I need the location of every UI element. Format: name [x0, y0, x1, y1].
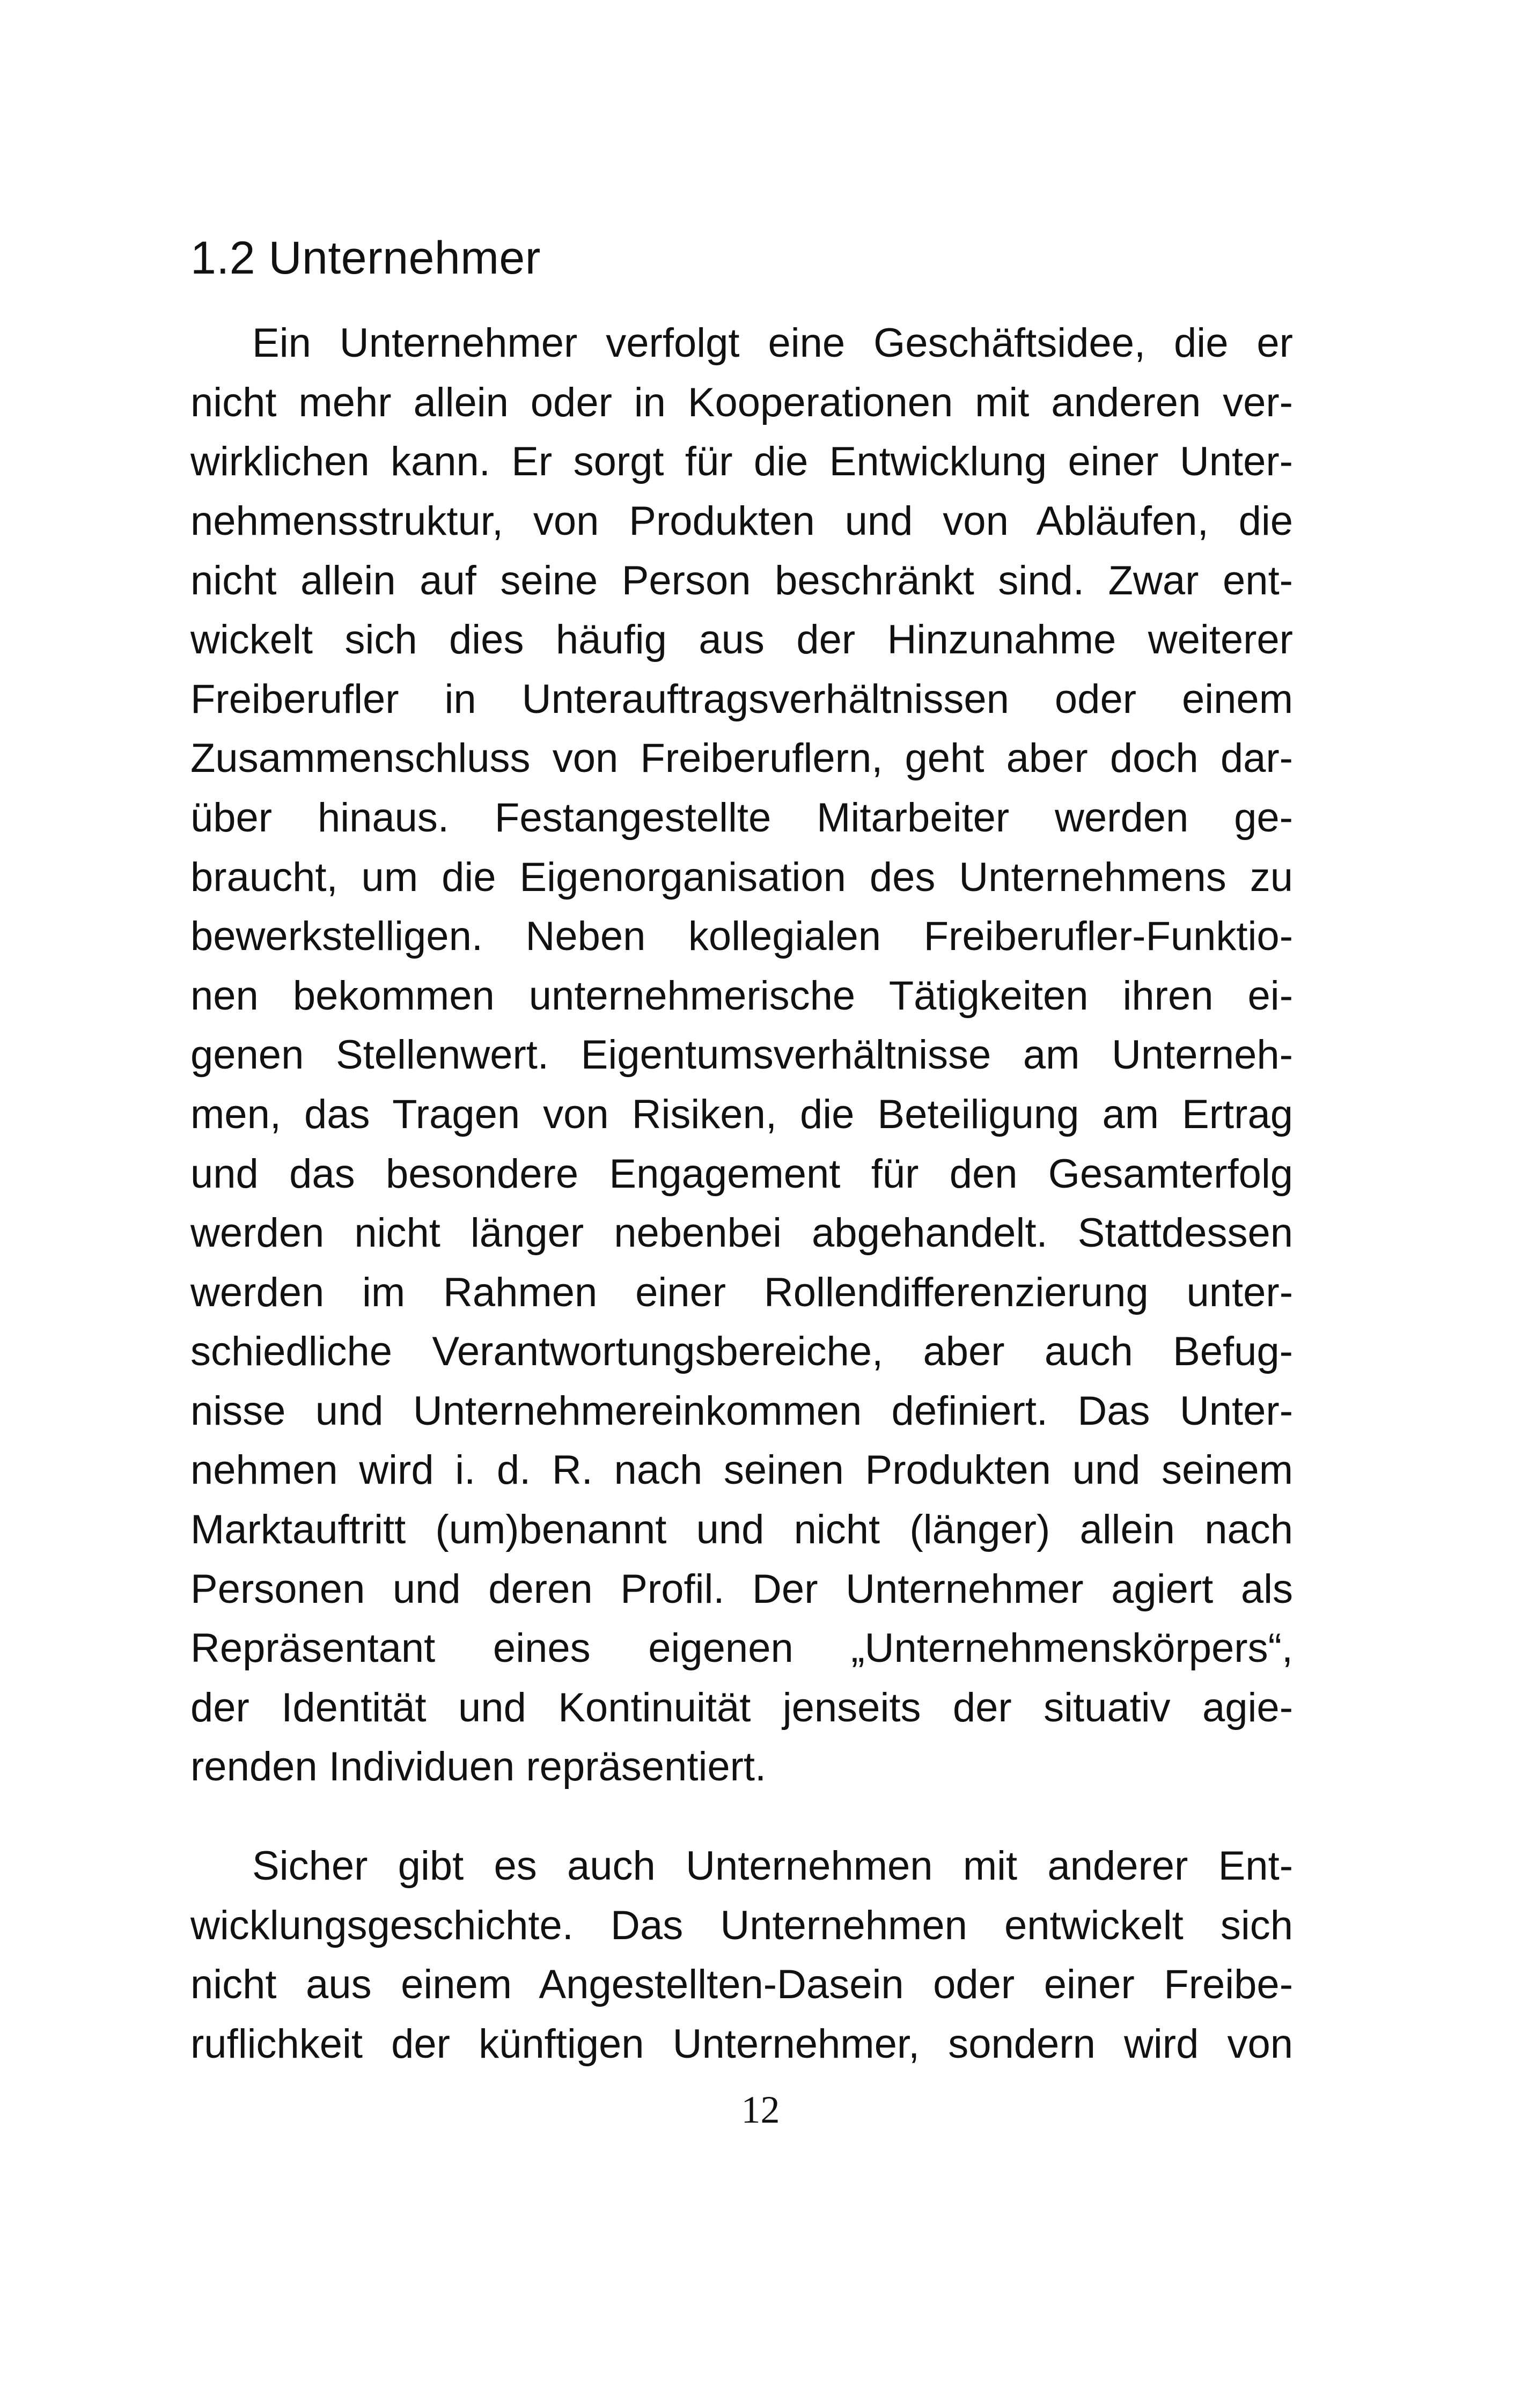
- text-line: Repräsentant eines eigenen „Unternehmenskörpers“,: [190, 1625, 1293, 1671]
- text-line: schiedliche Verantwortungsbereiche, aber auch Befug-: [190, 1329, 1293, 1375]
- text-line: wicklungsgeschichte. Das Unternehmen entwickelt sich: [190, 1902, 1293, 1948]
- text-line: und das besondere Engagement für den Gesamterfolg: [190, 1151, 1293, 1197]
- paragraph-1: [190, 314, 1293, 1797]
- text-line: über hinaus. Festangestellte Mitarbeiter werden ge-: [190, 794, 1293, 841]
- text-line: men, das Tragen von Risiken, die Beteiligung am Ertrag: [190, 1091, 1293, 1137]
- text-line: braucht, um die Eigenorganisation des Unternehmens zu: [190, 854, 1293, 900]
- text-line: nehmen wird i. d. R. nach seinen Produkten und seinem: [190, 1447, 1293, 1493]
- text-line: nicht mehr allein oder in Kooperationen mit anderen ver-: [190, 379, 1293, 425]
- text-line: nicht aus einem Angestellten-Dasein oder einer Freibe-: [190, 1962, 1293, 2008]
- text-line: nehmensstruktur, von Produkten und von Abläufen, die: [190, 498, 1293, 544]
- text-line: Zusammenschluss von Freiberuflern, geht aber doch dar-: [190, 735, 1293, 782]
- text-line: Personen und deren Profil. Der Unternehmer agiert als: [190, 1566, 1293, 1612]
- text-line: werden nicht länger nebenbei abgehandelt. Stattdessen: [190, 1210, 1293, 1256]
- section-heading: 1.2 Unternehmer: [190, 232, 541, 284]
- text-line: nisse und Unternehmereinkommen definiert. Das Unter-: [190, 1388, 1293, 1434]
- page-body: [190, 231, 1293, 2074]
- text-line: nicht allein auf seine Person beschränkt sind. Zwar ent-: [190, 557, 1293, 603]
- text-line: genen Stellenwert. Eigentumsverhältnisse am Unterneh-: [190, 1032, 1293, 1078]
- paragraph-2: [190, 1837, 1293, 2074]
- text-line: Marktauftritt (um)benannt und nicht (länger) allein nach: [190, 1507, 1293, 1553]
- text-line: Freiberufler in Unterauftragsverhältnissen oder einem: [190, 676, 1293, 722]
- text-line: bewerkstelligen. Neben kollegialen Freiberufler-Funktio-: [190, 914, 1293, 960]
- text-line: der Identität und Kontinuität jenseits der situativ agie-: [190, 1684, 1293, 1730]
- text-line: werden im Rahmen einer Rollendifferenzierung unter-: [190, 1269, 1293, 1315]
- page-number: 12: [741, 2088, 780, 2131]
- text-line: Sicher gibt es auch Unternehmen mit anderer Ent-: [252, 1843, 1293, 1889]
- text-line: ruflichkeit der künftigen Unternehmer, sondern wird von: [190, 2021, 1293, 2067]
- text-line: wickelt sich dies häufig aus der Hinzunahme weiterer: [190, 617, 1293, 663]
- text-line: Ein Unternehmer verfolgt eine Geschäftsidee, die er: [252, 320, 1293, 366]
- text-line: wirklichen kann. Er sorgt für die Entwicklung einer Unter-: [190, 439, 1293, 485]
- text-line: nen bekommen unternehmerische Tätigkeiten ihren ei-: [190, 973, 1293, 1019]
- text-line: renden Individuen repräsentiert.: [190, 1744, 767, 1790]
